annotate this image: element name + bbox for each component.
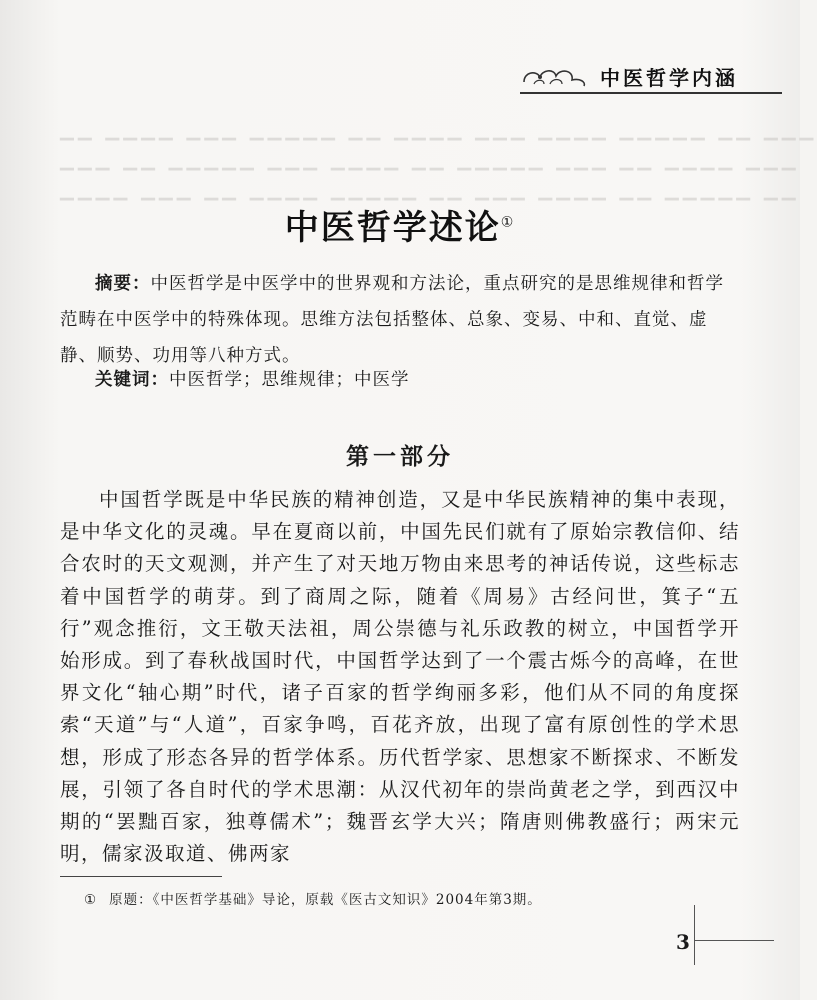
keywords-text: 中医哲学；思维规律；中医学 [169,370,410,390]
keywords [60,366,740,394]
cloud-scroll-ornament-icon [520,64,590,90]
abstract-label: 摘要： [95,274,151,294]
corner-line-vertical [694,905,695,965]
keywords-label: 关键词： [95,370,169,390]
footnote [84,888,744,908]
corner-line-horizontal [694,940,774,941]
document-title-text: 中医哲学述论 [284,208,501,248]
abstract-text: 中医哲学是中医学中的世界观和方法论，重点研究的是思维规律和哲学范畴在中医学中的特殊体现。思维方法包括整体、总象、变易、中和、直觉、虚静、顺势、功用等八种方式。 [60,274,724,366]
body-paragraph: 中国哲学既是中华民族的精神创造，又是中华民族精神的集中表现，是中华文化的灵魂。早在夏商以前，中国先民们就有了原始宗教信仰、结合农时的天文观测，并产生了对天地万物由来思考的神话传说，这些标志着中国哲学的萌芽。到了商周之际，随着《周易》古经问世，箕子“五行”观念推衍，文王敬天法祖，周公崇德与礼乐政教的树立，中国哲学开始形成。到了春秋战国时代，中国哲学达到了一个震古烁今的高峰，在世界文化“轴心期”时代，诸子百家的哲学绚丽多彩，他们从不同的角度探索“天道”与“人道”，百家争鸣，百花齐放，出现了富有原创性的学术思想，形成了形态各异的哲学体系。历代哲学家、思想家不断探求、不断发展，引领了各自时代的学术思潮：从汉代初年的崇尚黄老之学，到西汉中期的“罢黜百家，独尊儒术”；魏晋玄学大兴；隋唐则佛教盛行；两宋元明，儒家汲取道、佛两家 [60,488,740,866]
page-number: 3 [676,930,690,954]
header-rule [520,92,782,94]
title-footnote-mark[interactable]: ① [500,214,516,231]
footnote-mark: ① [84,892,98,908]
bleed-through-line: ▁▁▁▁ ▁▁▁ ▁▁ ▁▁▁▁ ▁▁▁▁▁ ▁▁ ▁▁▁ ▁▁▁▁ ▁▁ ▁▁▁▁▁ ▁▁ [60,180,800,201]
running-header [520,58,782,96]
footnote-rule [60,876,222,877]
running-header-title: 中医哲学内涵 [600,66,738,90]
bleed-through-line: ▁▁ ▁▁▁▁ ▁▁▁ ▁▁▁▁▁ ▁▁ ▁▁▁▁ ▁▁▁ ▁▁▁▁ ▁▁▁▁▁ ▁▁ ▁▁▁ [60,120,817,141]
document-title [0,200,800,249]
section-heading: 第一部分 [346,444,454,470]
abstract [60,266,740,374]
bleed-through-line: ▁▁▁ ▁▁ ▁▁▁▁▁ ▁▁▁ ▁▁▁▁ ▁▁ ▁▁▁▁▁ ▁▁▁ ▁▁ ▁▁▁▁ ▁▁▁ [60,150,800,171]
footnote-text: 原题：《中医哲学基础》导论，原载《医古文知识》2004年第3期。 [109,892,542,908]
